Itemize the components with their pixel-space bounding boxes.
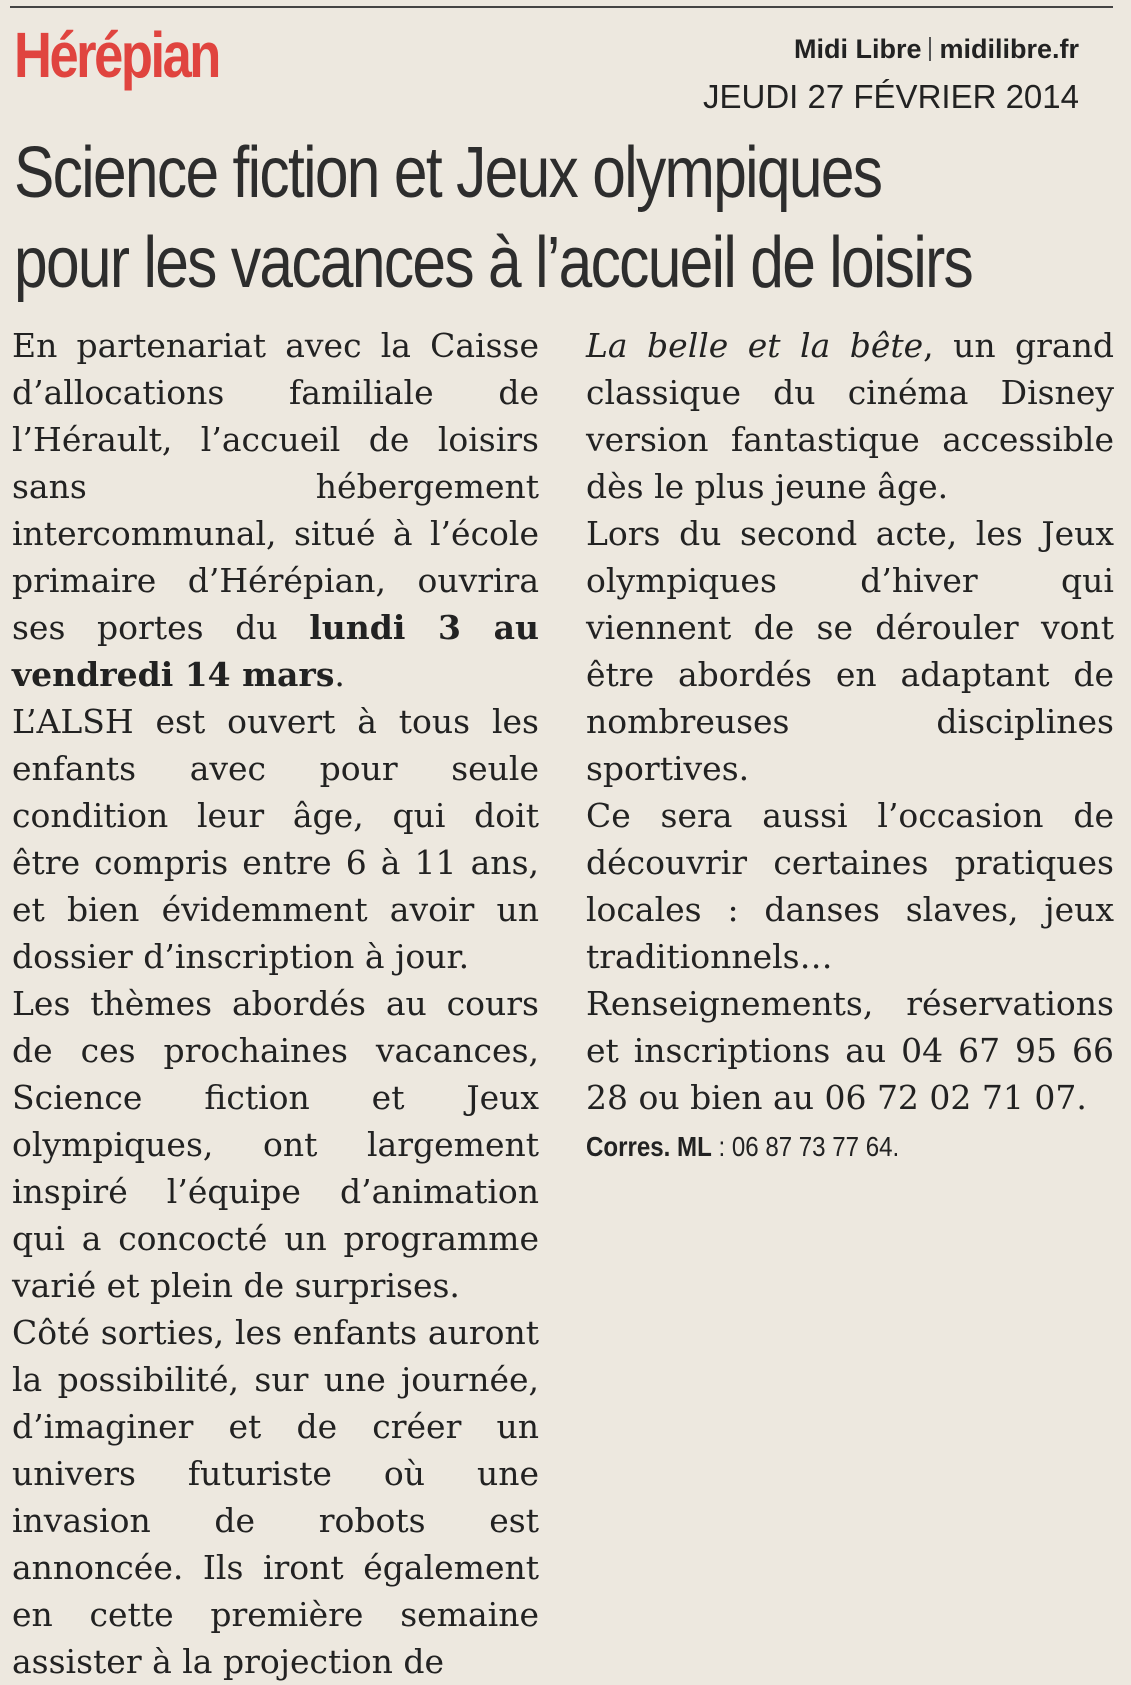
- paragraph-4-end: , un grand classique du cinéma Disney version fantastique accessible dès le plus jeune âge.: [586, 326, 1114, 506]
- article-column-right: [586, 322, 1114, 1170]
- article-paragraph-4-continued: [586, 322, 1114, 510]
- article-paragraph-7: Renseignements, réservations et inscriptions au 04 67 95 66 28 ou bien au 06 72 02 71 07.: [586, 984, 1114, 1117]
- article-paragraph-2: L’ALSH est ouvert à tous les enfants avec pour seule condition leur âge, qui doit être compris entre 6 à 11 ans, et bien évidemment avoir un dossier d’inscription à jour.: [12, 702, 539, 976]
- section-kicker: Hérépian: [14, 19, 219, 91]
- paragraph-1-text: En partenariat avec la Caisse d’allocations familiale de l’Hérault, l’accueil de loisirs sans hébergement intercommunal, situé à l’école primaire d’Hérépian, ouvrira ses portes du: [12, 326, 539, 647]
- correspondent-line: [586, 1121, 1114, 1170]
- paragraph-1-end: .: [334, 655, 345, 694]
- article-paragraph-1: [12, 322, 539, 698]
- headline: [14, 128, 1131, 308]
- top-rule: [10, 6, 1113, 8]
- correspondent-phone: : 06 87 73 77 64.: [711, 1131, 900, 1162]
- article-column-left: [12, 322, 539, 1685]
- publication-website: midilibre.fr: [939, 34, 1079, 64]
- opening-dates: lundi 3 au vendredi 14 mars: [12, 608, 539, 694]
- publication-name: Midi Libre: [793, 34, 922, 64]
- article-paragraph-6: Ce sera aussi l’occasion de découvrir certaines pratiques locales : danses slaves, jeux traditionnels…: [586, 796, 1114, 976]
- article-paragraph-4: [12, 1309, 539, 1685]
- article-paragraph-3: Les thèmes abordés au cours de ces prochaines vacances, Science fiction et Jeux olympiques, ont largement inspiré l’équipe d’animation qui a concocté un programme varié et plein de surprises.: [12, 984, 539, 1305]
- masthead: [794, 34, 1079, 65]
- article-paragraph-5: Lors du second acte, les Jeux olympiques d’hiver qui viennent de se dérouler vont être abordés en adaptant de nombreuses disciplines sportives.: [586, 514, 1114, 788]
- masthead-divider: [929, 37, 931, 61]
- dateline: JEUDI 27 FÉVRIER 2014: [703, 78, 1079, 115]
- paragraph-4-text: Côté sorties, les enfants auront la possibilité, sur une journée, d’imaginer et de créer un univers futuriste où une invasion de robots est annoncée. Ils iront également en cette première semaine assister à la projection de: [12, 1313, 539, 1681]
- headline-line-2: pour les vacances à l’accueil de loisirs: [14, 223, 973, 303]
- correspondent-label: Corres. ML: [586, 1131, 712, 1162]
- headline-line-1: Science fiction et Jeux olympiques: [14, 133, 882, 213]
- film-title: La belle et la bête: [586, 326, 924, 365]
